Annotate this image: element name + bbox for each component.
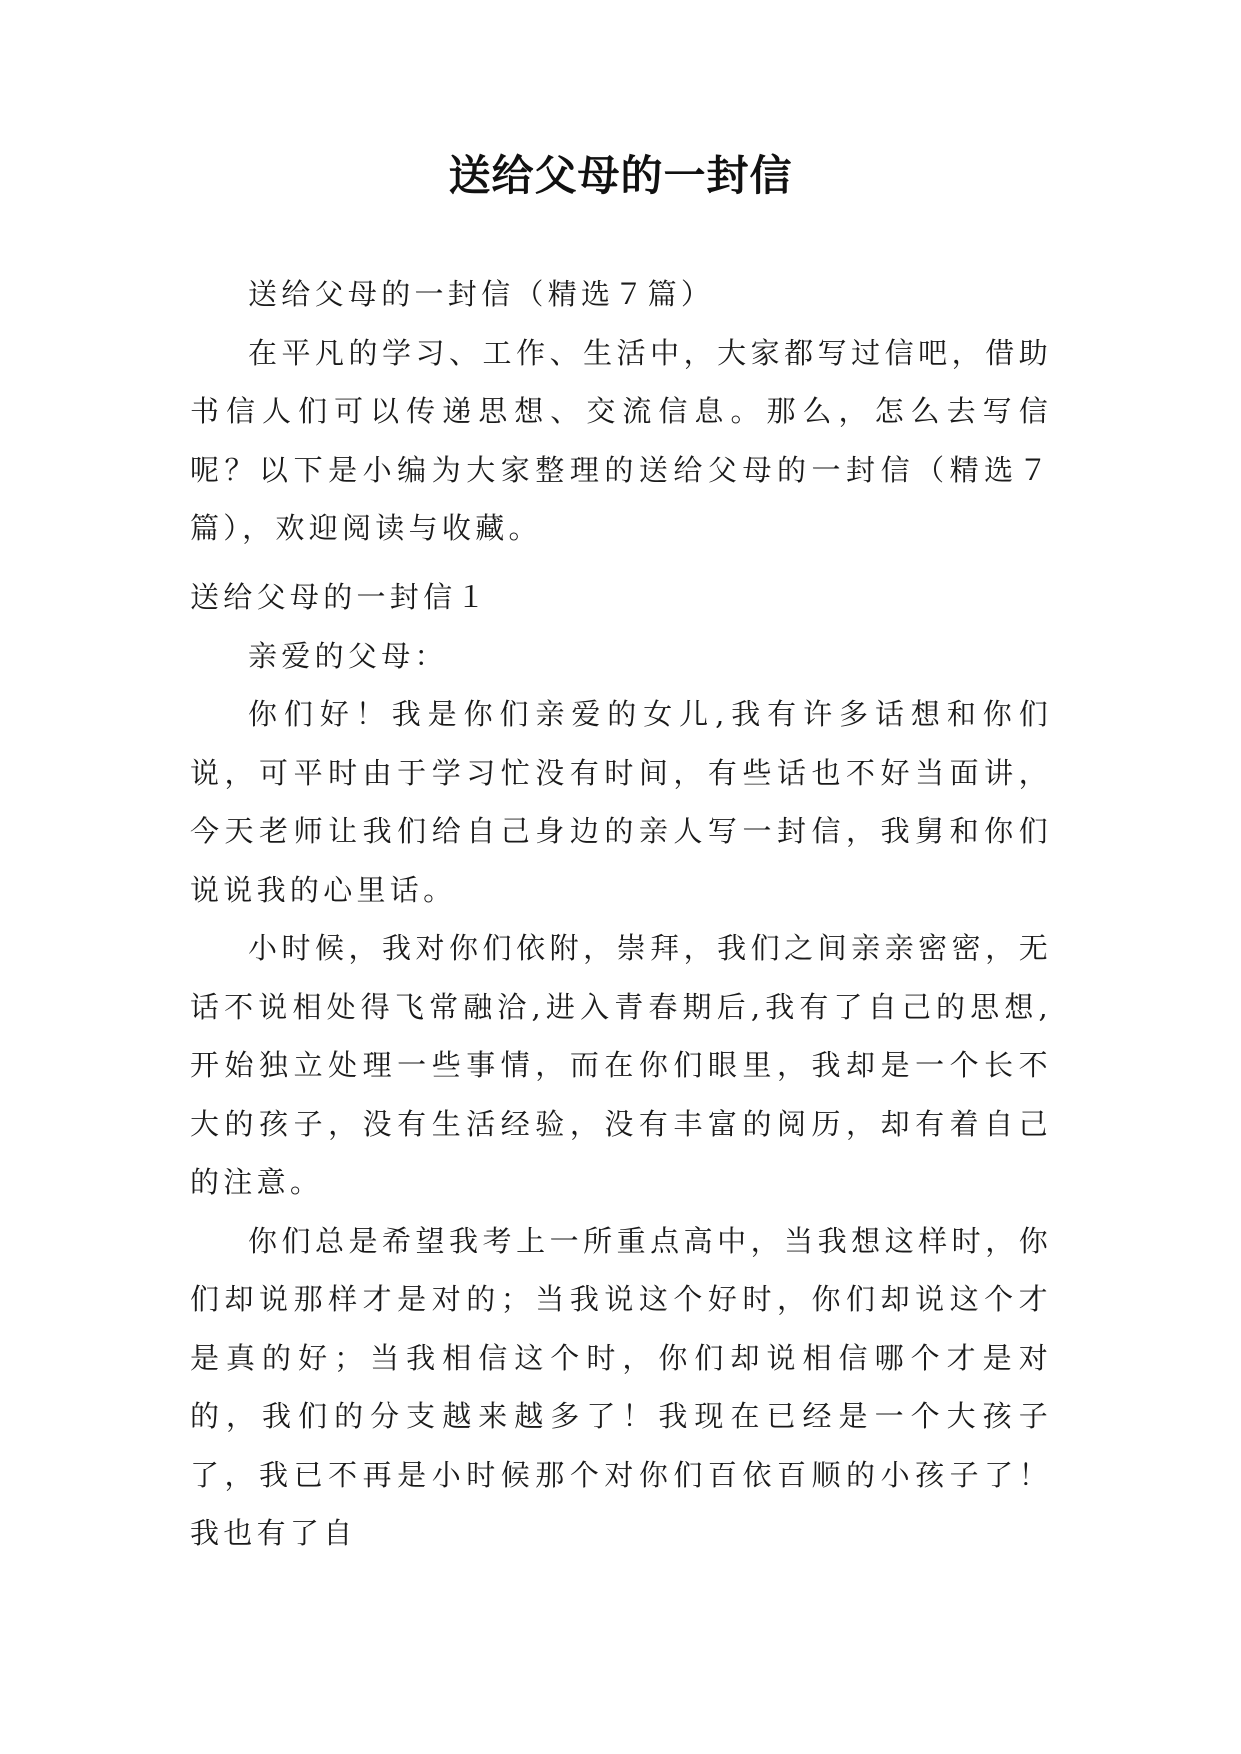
- letter-section: [190, 568, 1052, 1563]
- section-heading: 送给父母的一封信１: [190, 580, 490, 614]
- letter-paragraph: 小时候，我对你们依附，崇拜，我们之间亲亲密密，无话不说相处得飞常融洽,进入青春期后,我有了自己的思想,开始独立处理一些事情，而在你们眼里，我却是一个长不大的孩子，没有生活经验，没有丰富的阅历，却有着自己的注意。: [190, 931, 1052, 1199]
- intro-paragraph: 在平凡的学习、工作、生活中，大家都写过信吧，借助书信人们可以传递思想、交流信息。那么，怎么去写信呢？以下是小编为大家整理的送给父母的一封信（精选７篇），欢迎阅读与收藏。: [190, 335, 1052, 545]
- letter-paragraph: 你们总是希望我考上一所重点高中，当我想这样时，你们却说那样才是对的；当我说这个好时，你们却说这个才是真的好；当我相信这个时，你们却说相信哪个才是对的，我们的分支越来越多了！我现在已经是一个大孩子了，我已不再是小时候那个对你们百依百顺的小孩子了！我也有了自: [190, 1223, 1052, 1550]
- letter-salutation: 亲爱的父母：: [248, 638, 448, 673]
- intro-subtitle: 送给父母的一封信（精选７篇）: [248, 277, 715, 311]
- intro-block: [190, 265, 1052, 558]
- document-title: 送给父母的一封信: [448, 151, 793, 200]
- letter-paragraph: 你们好！我是你们亲爱的女儿,我有许多话想和你们说，可平时由于学习忙没有时间，有些话也不好当面讲，今天老师让我们给自己身边的亲人写一封信，我舅和你们说说我的心里话。: [190, 697, 1052, 907]
